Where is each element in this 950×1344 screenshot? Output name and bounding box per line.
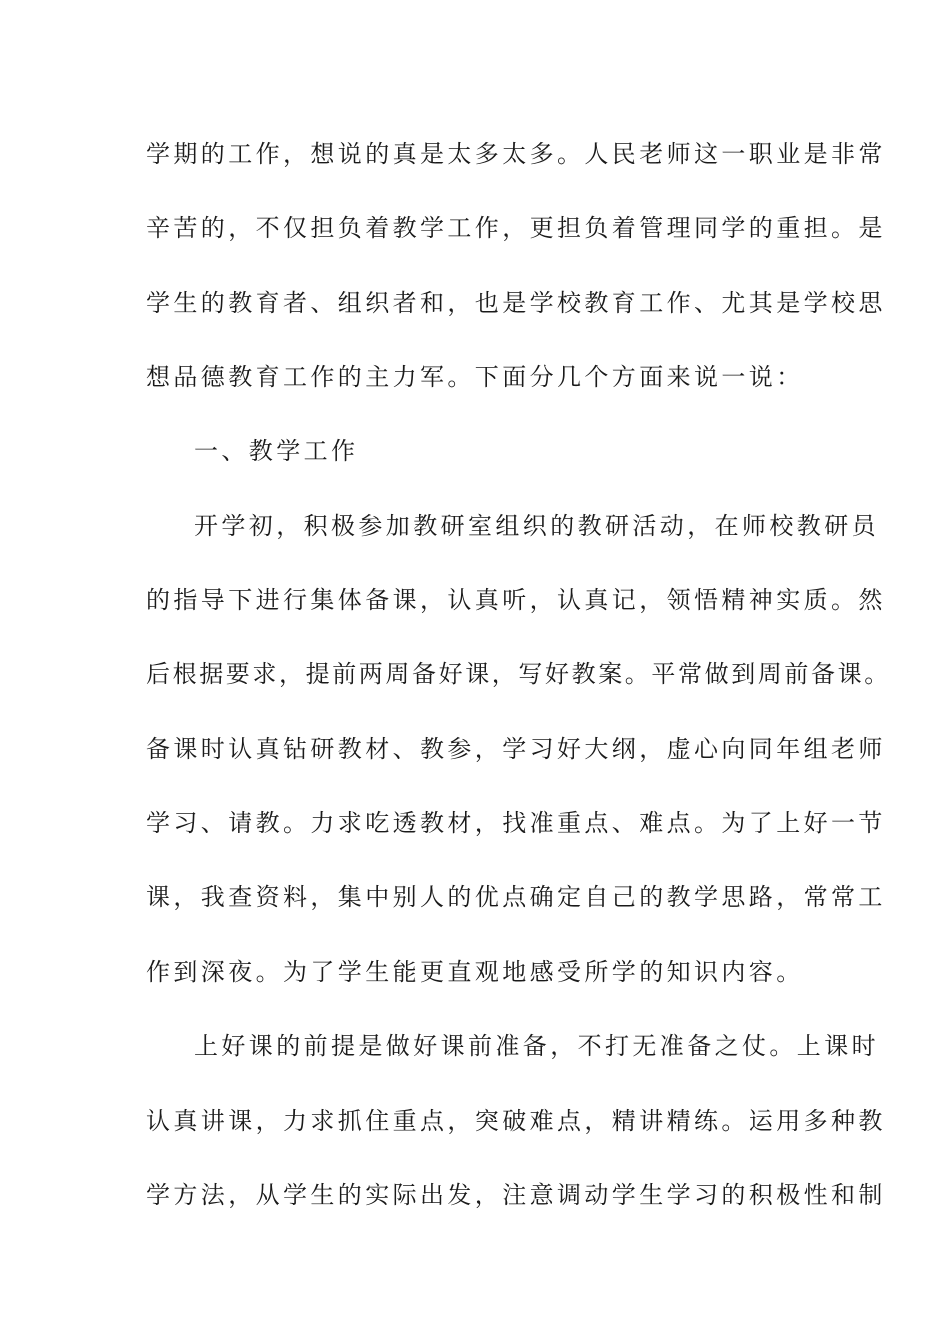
text-line: 想品德教育工作的主力军。下面分几个方面来说一说： bbox=[146, 363, 804, 391]
text-line: 作到深夜。为了学生能更直观地感受所学的知识内容。 bbox=[146, 958, 804, 986]
text-line: 学生的教育者、组织者和，也是学校教育工作、尤其是学校思 bbox=[146, 289, 886, 317]
text-line: 后根据要求，提前两周备好课，写好教案。平常做到周前备课。 bbox=[146, 660, 891, 688]
text-line: 备课时认真钻研教材、教参，学习好大纲，虚心向同年组老师 bbox=[146, 735, 886, 763]
text-line: 学方法，从学生的实际出发，注意调动学生学习的积极性和制 bbox=[146, 1181, 886, 1209]
text-line: 辛苦的，不仅担负着教学工作，更担负着管理同学的重担。是 bbox=[146, 214, 886, 242]
paragraph-first-line: 上好课的前提是做好课前准备，不打无准备之仗。上课时 bbox=[194, 1032, 879, 1060]
paragraph-first-line: 开学初，积极参加教研室组织的教研活动，在师校教研员 bbox=[194, 512, 879, 540]
text-line: 学期的工作，想说的真是太多太多。人民老师这一职业是非常 bbox=[146, 140, 886, 168]
text-line: 认真讲课，力求抓住重点，突破难点，精讲精练。运用多种教 bbox=[146, 1107, 886, 1135]
text-line: 的指导下进行集体备课，认真听，认真记，领悟精神实质。然 bbox=[146, 586, 886, 614]
text-line: 学习、请教。力求吃透教材，找准重点、难点。为了上好一节 bbox=[146, 809, 886, 837]
text-line: 课，我查资料，集中别人的优点确定自己的教学思路，常常工 bbox=[146, 883, 886, 911]
section-heading: 一、教学工作 bbox=[194, 437, 359, 465]
